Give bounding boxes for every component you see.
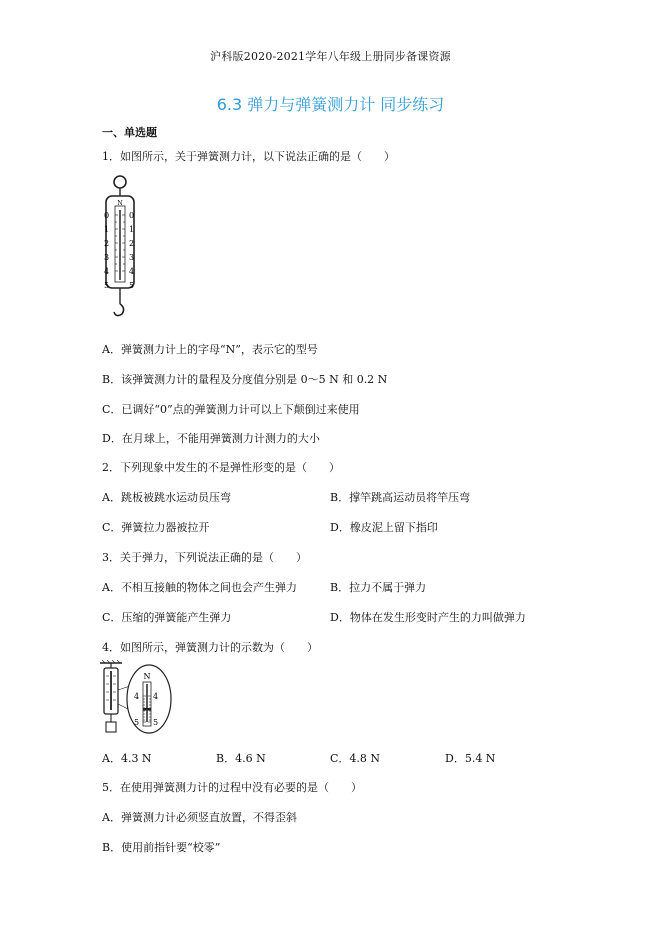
zoom-tick-left-4: 4 bbox=[134, 692, 140, 701]
scale-tick-right-0: 0 bbox=[129, 211, 135, 220]
question-5-stem: 5．在使用弹簧测力计的过程中没有必要的是（ ） bbox=[102, 781, 362, 794]
scale-tick-right-4: 4 bbox=[129, 267, 135, 276]
question-2-option-d: D．橡皮泥上留下指印 bbox=[330, 521, 438, 534]
question-3-option-b: B．拉力不属于弹力 bbox=[330, 581, 427, 594]
page-header: 沪科版2020-2021学年八年级上册同步备课资源 bbox=[210, 50, 451, 63]
question-2-option-a: A．跳板被跳水运动员压弯 bbox=[102, 491, 231, 504]
question-2-option-b: B．撑竿跳高运动员将竿压弯 bbox=[330, 491, 471, 504]
spring-scale-figure-4 bbox=[100, 660, 180, 738]
question-3-option-d: D．物体在发生形变时产生的力叫做弹力 bbox=[330, 611, 526, 624]
scale-tick-left-5: 5 bbox=[104, 281, 110, 290]
question-1-stem: 1．如图所示，关于弹簧测力计，以下说法正确的是（ ） bbox=[102, 150, 395, 163]
question-5-option-a: A．弹簧测力计必须竖直放置，不得歪斜 bbox=[102, 811, 297, 824]
scale-tick-right-5: 5 bbox=[129, 281, 135, 290]
scale-tick-right-3: 3 bbox=[129, 253, 135, 262]
scale-tick-left-3: 3 bbox=[104, 253, 110, 262]
scale-tick-left-4: 4 bbox=[104, 267, 110, 276]
spring-scale-figure-1 bbox=[100, 172, 142, 322]
question-3-option-a: A．不相互接触的物体之间也会产生弹力 bbox=[102, 581, 297, 594]
zoom-tick-right-5: 5 bbox=[153, 718, 159, 727]
page-title: 6.3 弹力与弹簧测力计 同步练习 bbox=[216, 95, 445, 114]
bottom-hook-icon bbox=[114, 304, 124, 316]
question-4-option-a: A．4.3 N bbox=[102, 752, 152, 765]
question-3-stem: 3．关于弹力，下列说法正确的是（ ） bbox=[102, 551, 307, 564]
zoom-tick-right-4: 4 bbox=[153, 692, 159, 701]
question-1-option-c: C．已调好“0”点的弹簧测力计可以上下颠倒过来使用 bbox=[102, 403, 360, 416]
question-1-option-a: A．弹簧测力计上的字母“N”，表示它的型号 bbox=[102, 343, 318, 356]
section-heading: 一、单选题 bbox=[102, 126, 157, 139]
hanging-weight bbox=[106, 722, 116, 732]
scale-tick-left-2: 2 bbox=[104, 239, 110, 248]
question-2-stem: 2．下列现象中发生的不是弹性形变的是（ ） bbox=[102, 461, 340, 474]
question-5-option-b: B．使用前指针要“校零” bbox=[102, 841, 221, 854]
scale-tick-left-1: 1 bbox=[104, 225, 110, 234]
scale-tick-left-0: 0 bbox=[104, 211, 110, 220]
scale-tick-right-2: 2 bbox=[129, 239, 135, 248]
question-1-option-d: D．在月球上，不能用弹簧测力计测力的大小 bbox=[102, 432, 320, 445]
question-2-option-c: C．弹簧拉力器被拉开 bbox=[102, 521, 210, 534]
top-ring-icon bbox=[114, 176, 126, 188]
zoom-pointer bbox=[143, 708, 151, 711]
zoom-tick-left-5: 5 bbox=[134, 718, 140, 727]
question-1-option-b: B．该弹簧测力计的量程及分度值分别是 0～5 N 和 0.2 N bbox=[102, 373, 388, 386]
question-4-stem: 4．如图所示，弹簧测力计的示数为（ ） bbox=[102, 641, 318, 654]
question-4-option-c: C．4.8 N bbox=[330, 752, 381, 765]
question-3-option-c: C．压缩的弹簧能产生弹力 bbox=[102, 611, 232, 624]
question-4-option-d: D．5.4 N bbox=[445, 752, 496, 765]
zoom-unit-label: N bbox=[143, 672, 151, 681]
scale-unit-label: N bbox=[117, 200, 123, 207]
scale-tick-right-1: 1 bbox=[129, 225, 135, 234]
question-4-option-b: B．4.6 N bbox=[216, 752, 266, 765]
